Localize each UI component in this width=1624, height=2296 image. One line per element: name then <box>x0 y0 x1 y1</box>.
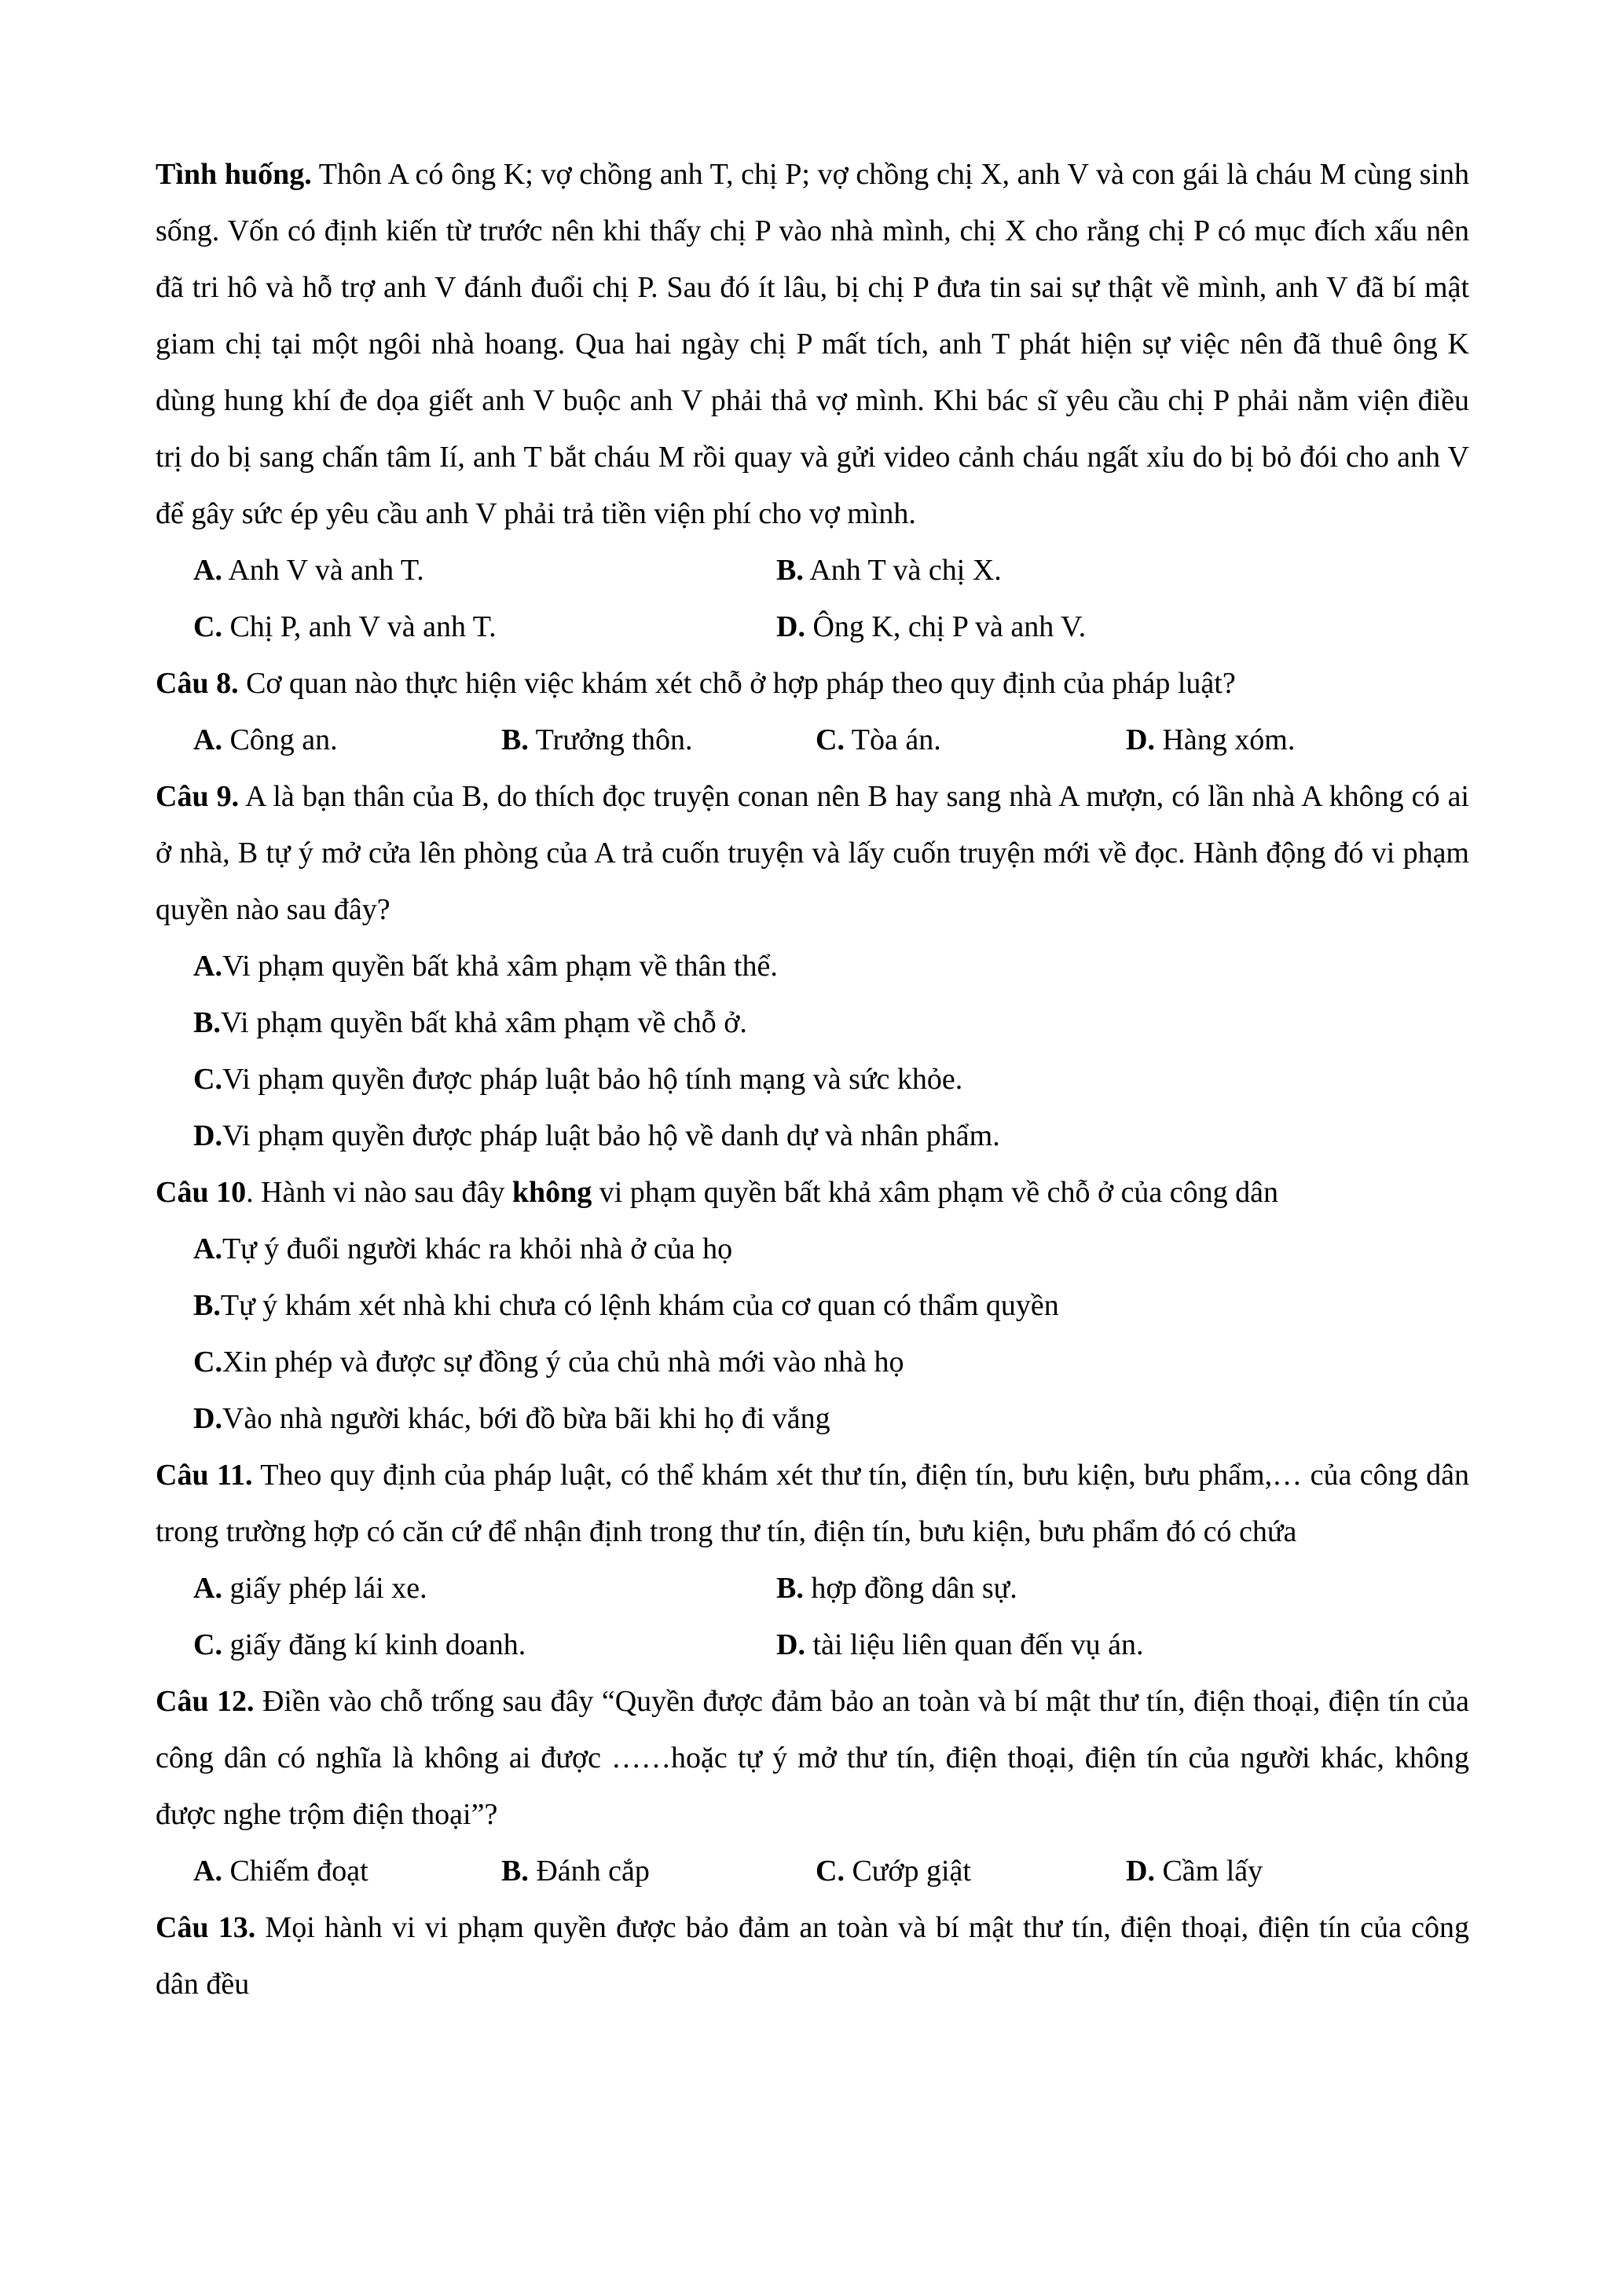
exam-content <box>156 146 1469 2012</box>
question-12-option-a[interactable]: A. Chiếm đoạt <box>193 1855 368 1888</box>
question-8-option-a[interactable]: A. Công an. <box>193 723 338 756</box>
question-11-label: Câu 11. <box>156 1459 253 1492</box>
question-12-option-c[interactable]: C. Cướp giật <box>816 1855 971 1888</box>
question-12 <box>156 1673 1469 1843</box>
question-11-option-b[interactable]: B. hợp đồng dân sự. <box>776 1572 1017 1605</box>
question-11-options-row-2 <box>156 1617 1469 1673</box>
question-9-label: Câu 9. <box>156 780 240 813</box>
question-11-options-row-1 <box>156 1560 1469 1617</box>
question-9-text: A là bạn thân của B, do thích đọc truyện conan nên B hay sang nhà A mượn, có lần nhà A không có ai ở nhà, B tự ý mở cửa lên phòng của A trả cuốn truyện và lấy cuốn truyện mới về đọc. Hành động đó vi phạm quyền nào sau đây? <box>156 780 1469 926</box>
question-9-option-d[interactable]: D. Vi phạm quyền được pháp luật bảo hộ về danh dự và nhân phẩm. <box>193 1119 1000 1152</box>
situation-paragraph <box>156 146 1469 542</box>
question-8-text: Cơ quan nào thực hiện việc khám xét chỗ ở hợp pháp theo quy định của pháp luật? <box>238 667 1236 700</box>
question-11-option-c[interactable]: C. giấy đăng kí kinh doanh. <box>193 1628 526 1661</box>
question-9-option-b[interactable]: B. Vi phạm quyền bất khả xâm phạm về chỗ ở. <box>193 1006 747 1039</box>
question-11-option-d[interactable]: D. tài liệu liên quan đến vụ án. <box>776 1628 1144 1661</box>
question-10-option-b[interactable]: B. Tự ý khám xét nhà khi chưa có lệnh khám của cơ quan có thẩm quyền <box>193 1289 1059 1322</box>
question-8 <box>156 655 1469 712</box>
question-12-option-d[interactable]: D. Cầm lấy <box>1126 1855 1263 1888</box>
question-13 <box>156 1899 1469 2012</box>
situation-text: Thôn A có ông K; vợ chồng anh T, chị P; vợ chồng chị X, anh V và con gái là cháu M cùng sinh sống. Vốn có định kiến từ trước nên khi thấy chị P vào nhà mình, chị X cho rằng chị P có mục đích xấu nên đã tri hô và hỗ trợ anh V đánh đuổi chị P. Sau đó ít lâu, bị chị P đưa tin sai sự thật về mình, anh V đã bí mật giam chị tại một ngôi nhà hoang. Qua hai ngày chị P mất tích, anh T phát hiện sự việc nên đã thuê ông K dùng hung khí đe dọa giết anh V buộc anh V phải thả vợ mình. Khi bác sĩ yêu cầu chị P phải nằm viện điều trị do bị sang chấn tâm Ií, anh T bắt cháu M rồi quay và gửi video cảnh cháu ngất xỉu do bị bỏ đói cho anh V để gây sức ép yêu cầu anh V phải trả tiền viện phí cho vợ mình. <box>156 158 1469 530</box>
question-8-option-d[interactable]: D. Hàng xóm. <box>1126 723 1296 756</box>
question-8-options <box>156 712 1469 768</box>
question-11 <box>156 1447 1469 1560</box>
question-12-options <box>156 1843 1469 1899</box>
situation-options-row-2 <box>156 599 1469 655</box>
question-8-option-b[interactable]: B. Trưởng thôn. <box>501 723 693 756</box>
question-12-option-b[interactable]: B. Đánh cắp <box>501 1855 650 1888</box>
situation-option-a[interactable]: A. Anh V và anh T. <box>193 554 424 587</box>
question-13-label: Câu 13. <box>156 1911 256 1944</box>
question-10-option-d[interactable]: D. Vào nhà người khác, bới đồ bừa bãi khi họ đi vắng <box>193 1402 830 1435</box>
question-10-label: Câu 10 <box>156 1176 247 1209</box>
question-8-label: Câu 8. <box>156 667 239 700</box>
question-13-text: Mọi hành vi vi phạm quyền được bảo đảm an toàn và bí mật thư tín, điện thoại, điện tín của công dân đều <box>156 1911 1469 2001</box>
question-10-option-a[interactable]: A. Tự ý đuổi người khác ra khỏi nhà ở của họ <box>193 1232 733 1265</box>
question-8-option-c[interactable]: C. Tòa án. <box>816 723 941 756</box>
question-9-option-c[interactable]: C. Vi phạm quyền được pháp luật bảo hộ tính mạng và sức khỏe. <box>193 1063 963 1096</box>
question-10-option-c[interactable]: C. Xin phép và được sự đồng ý của chủ nhà mới vào nhà họ <box>193 1346 904 1379</box>
question-10-emphasis: không <box>511 1176 592 1209</box>
question-12-label: Câu 12. <box>156 1685 255 1718</box>
situation-option-b[interactable]: B. Anh T và chị X. <box>776 554 1002 587</box>
situation-options-row-1 <box>156 542 1469 599</box>
situation-option-d[interactable]: D. Ông K, chị P và anh V. <box>776 610 1087 643</box>
question-11-text: Theo quy định của pháp luật, có thể khám xét thư tín, điện tín, bưu kiện, bưu phẩm,… của công dân trong trường hợp có căn cứ để nhận định trong thư tín, điện tín, bưu kiện, bưu phẩm đó có chứa <box>156 1459 1469 1548</box>
question-12-text: Điền vào chỗ trống sau đây “Quyền được đảm bảo an toàn và bí mật thư tín, điện thoại, điện tín của công dân có nghĩa là không ai được ……hoặc tự ý mở thư tín, điện thoại, điện tín của người khác, không được nghe trộm điện thoại”? <box>156 1685 1469 1831</box>
situation-label: Tình huống. <box>156 158 312 191</box>
question-10: Câu 10. Hành vi nào sau đây không vi phạm quyền bất khả xâm phạm về chỗ ở của công dân <box>156 1176 1279 1209</box>
question-9 <box>156 768 1469 938</box>
question-9-option-a[interactable]: A. Vi phạm quyền bất khả xâm phạm về thân thể. <box>193 950 778 983</box>
situation-option-c[interactable]: C. Chị P, anh V và anh T. <box>193 610 497 643</box>
question-11-option-a[interactable]: A. giấy phép lái xe. <box>193 1572 427 1605</box>
